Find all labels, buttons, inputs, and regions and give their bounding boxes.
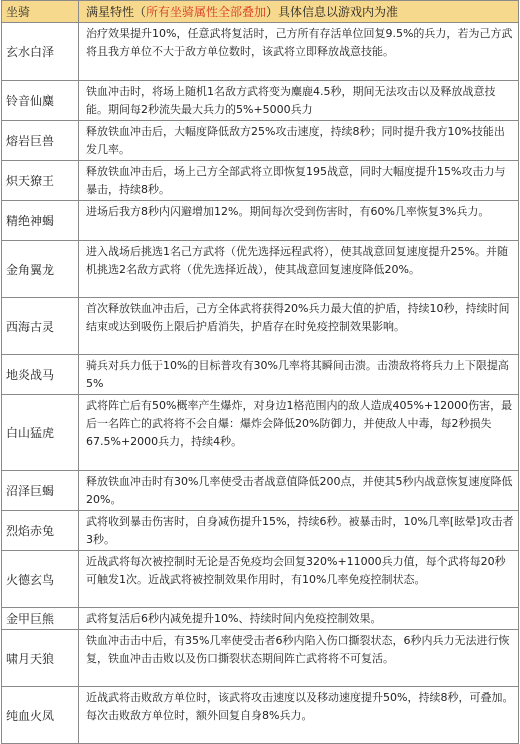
mount-name: 火德玄鸟 (2, 551, 79, 607)
table-row (1, 241, 519, 298)
table-row (1, 395, 519, 471)
table-row (1, 687, 519, 744)
mount-trait: 武将收到暴击伤害时，自身减伤提升15%，持续6秒。被暴击时，10%几率[眩晕]攻击者3秒。 (86, 515, 514, 546)
mount-trait: 近战武将每次被控制时无论是否免疫均会回复320%+11000兵力值，每个武将每20秒可触发1次。近战武将被控制效果作用时，有10%几率免疫控制状态。 (86, 555, 506, 586)
mount-trait: 铁血冲击时，将场上随机1名敌方武将变为麋鹿4.5秒，期间无法攻击以及释放战意技能。期间每2秒流失最大兵力的5%+5000兵力 (86, 85, 496, 116)
mount-name: 铃音仙麋 (2, 81, 79, 120)
mount-trait: 进场后我方8秒内闪避增加12%。期间每次受到伤害时，有60%几率恢复3%兵力。 (86, 205, 490, 218)
mount-name: 啸月天狼 (2, 630, 79, 686)
mount-name: 金甲巨熊 (2, 608, 79, 629)
mount-name: 纯血火凤 (2, 687, 79, 743)
mount-name: 炽天獠王 (2, 161, 79, 200)
mount-trait: 武将复活后6秒内减免提升10%、持续时间内免疫控制效果。 (86, 612, 382, 625)
mount-trait: 释放铁血冲击后，场上己方全部武将立即恢复195战意，同时大幅度提升15%攻击力与暴击，持续8秒。 (86, 165, 506, 196)
mount-name: 沼泽巨蝎 (2, 471, 79, 510)
mount-name: 玄水白泽 (2, 23, 79, 80)
table-row (1, 121, 519, 161)
table-row (1, 551, 519, 608)
header-trait-suffix: ）具体信息以游戏内为准 (266, 4, 399, 19)
table-row (1, 81, 519, 121)
mount-traits-table (1, 0, 519, 744)
table-header (1, 1, 519, 23)
mount-trait: 首次释放铁血冲击后，己方全体武将获得20%兵力最大值的护盾，持续10秒，持续时间结束或达到吸伤上限后护盾消失，护盾存在时免疫控制效果影响。 (86, 302, 510, 333)
mount-trait: 武将阵亡后有50%概率产生爆炸，对身边1格范围内的敌人造成405%+12000伤害，最后一名阵亡的武将将不会自爆：爆炸会降低20%防御力，并使敌人中毒，每2秒损失67.5%+2000兵力，持续4秒。 (86, 399, 513, 448)
mount-name: 精绝神蝎 (2, 201, 79, 240)
table-row (1, 161, 519, 201)
table-row (1, 23, 519, 81)
header-trait-prefix: 满星特性（ (86, 4, 147, 19)
mount-trait: 进入战场后挑选1名己方武将（优先选择远程武将），使其战意回复速度提升25%。并随机挑选2名敌方武将（优先选择近战），使其战意回复速度降低20%。 (86, 245, 508, 276)
mount-name: 烈焰赤兔 (2, 511, 79, 550)
mount-name: 地炎战马 (2, 355, 79, 394)
mount-trait: 释放铁血冲击后，大幅度降低敌方25%攻击速度，持续8秒；同时提升我方10%技能出发几率。 (86, 125, 505, 156)
header-trait-highlight: 所有坐骑属性全部叠加 (146, 4, 267, 19)
mount-trait: 释放铁血冲击时有30%几率使受击者战意值降低200点，并使其5秒内战意恢复速度降低20%。 (86, 475, 513, 506)
table-row (1, 608, 519, 630)
mount-trait: 铁血冲击击中后，有35%几率使受击者6秒内陷入伤口撕裂状态，6秒内兵力无法进行恢复，铁血冲击击败以及伤口撕裂状态期间阵亡武将将不可复活。 (86, 634, 510, 665)
table-row (1, 630, 519, 687)
mount-trait: 治疗效果提升10%，任意武将复活时，己方所有存活单位回复9.5%的兵力，若为己方武将且我方单位不大于敌方单位数时，该武将立即释放战意技能。 (86, 27, 513, 58)
mount-name: 西海古灵 (2, 298, 79, 354)
mount-trait: 骑兵对兵力低于10%的目标普攻有30%几率将其瞬间击溃。击溃敌将将兵力上下限提高5% (86, 359, 509, 390)
table-row (1, 511, 519, 551)
mount-name: 白山猛虎 (2, 395, 79, 470)
table-row (1, 355, 519, 395)
mount-name: 熔岩巨兽 (2, 121, 79, 160)
mount-name: 金角翼龙 (2, 241, 79, 297)
header-mount: 坐骑 (2, 1, 79, 22)
header-trait (79, 1, 518, 22)
table-row (1, 471, 519, 511)
table-row (1, 298, 519, 355)
table-row (1, 201, 519, 241)
mount-trait: 近战武将击败敌方单位时，该武将攻击速度以及移动速度提升50%，持续8秒，可叠加。每次击败敌方单位时，额外回复自身8%兵力。 (86, 691, 514, 722)
